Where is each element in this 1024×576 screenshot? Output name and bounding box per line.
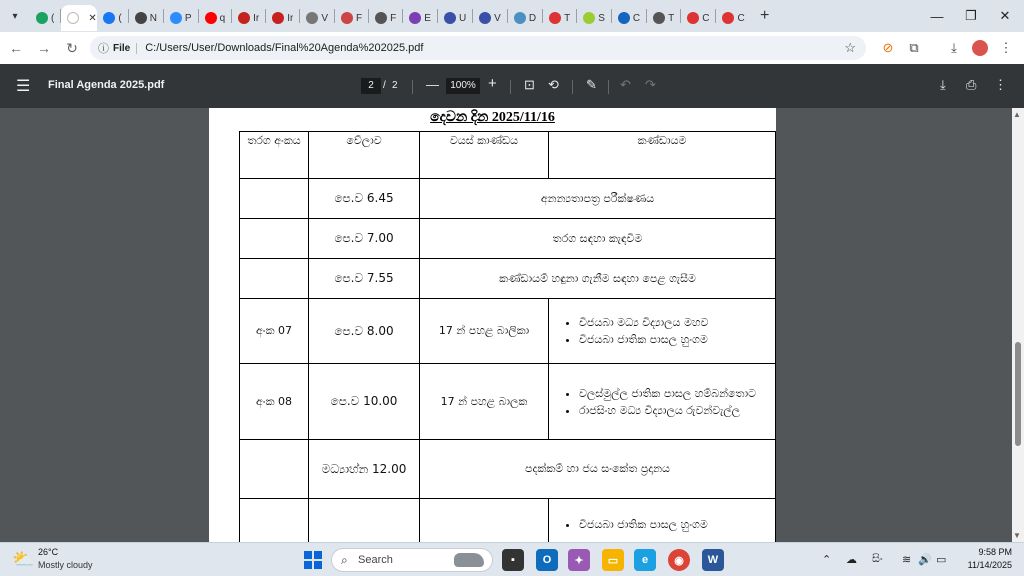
page-number-input[interactable]: 2 [361,78,381,94]
browser-tab[interactable] [300,5,334,31]
minimize-button[interactable]: — [930,8,944,24]
zoom-input[interactable]: 100% [446,78,480,94]
toolbar-divider [572,80,573,94]
tab-favicon-icon [67,12,79,24]
agenda-table [239,131,776,542]
wifi-icon[interactable]: ≋ [902,554,912,566]
toolbar-divider [412,80,413,94]
time-cell: පෙ.ව 7.00 [309,219,420,259]
tab-favicon-icon [135,12,147,24]
tab-title: T [564,12,571,24]
page-separator: / [383,80,386,91]
browser-tab[interactable] [473,5,507,31]
redo-icon[interactable]: ↷ [645,77,656,92]
chevron-down-icon: ▾ [12,10,18,22]
search-icon: ⌕ [341,553,348,567]
table-row [240,259,776,299]
browser-tab[interactable] [164,5,198,31]
back-button[interactable] [4,36,28,60]
match-number-cell: අංක 07 [240,299,309,364]
tab-favicon-icon [306,12,318,24]
task-view-icon[interactable]: ▪ [502,549,524,571]
browser-tab[interactable] [232,5,265,31]
fit-page-icon[interactable]: ⊡ [524,77,535,92]
age-group-cell [420,499,549,543]
table-row [240,364,776,440]
time-cell: පෙ.ව 7.55 [309,259,420,299]
browser-tab[interactable] [97,5,127,31]
browser-tab[interactable] [681,5,715,31]
annotate-pen-icon[interactable]: ✎ [586,77,597,92]
match-number-cell [240,219,309,259]
tab-strip [0,0,1024,32]
battery-icon[interactable]: ▭ [936,554,947,566]
browser-tab[interactable] [543,5,576,31]
weather-temperature[interactable]: 26°C [38,547,59,557]
downloads-icon[interactable]: ⤓ [951,40,957,55]
tab-favicon-icon [722,12,734,24]
input-language[interactable]: සිං [872,553,883,565]
tab-favicon-icon [687,12,699,24]
volume-icon[interactable]: 🔊 [918,554,932,566]
team-cell [549,499,776,543]
browser-tab[interactable] [369,5,402,31]
table-row [240,299,776,364]
event-cell: කණ්ඩායම් හඳුනා ගැනීම සඳහා පෙළ ගැසීම [420,259,776,299]
tab-title: q [219,12,226,24]
tab-title: D [528,12,537,24]
zoom-in-button[interactable]: + [488,75,497,92]
tab-title: V [494,12,501,24]
tab-title: Ir [253,12,260,24]
tab-title: T [668,12,675,24]
tab-favicon-icon [479,12,491,24]
time-cell [309,499,420,543]
tab-favicon-icon [375,12,387,24]
tab-favicon-icon [103,12,115,24]
tab-favicon-icon [549,12,561,24]
more-options-icon[interactable]: ⋮ [994,77,1007,92]
match-number-cell: අංක 08 [240,364,309,440]
tab-title: ( [51,12,55,24]
tab-search-button[interactable] [4,5,26,27]
browser-tab[interactable] [129,5,163,31]
tab-favicon-icon [444,12,456,24]
search-placeholder: Search [358,554,393,566]
header-time: වේලාව [309,132,420,179]
address-bar[interactable] [90,36,866,60]
header-match-number: තරග අංකය [240,132,309,179]
hamburger-menu-icon[interactable]: ☰ [16,78,31,95]
list-item: • විජයබා ජාතික පාසල හුංගම [579,517,771,532]
browser-tab[interactable] [403,5,437,31]
tab-title: ( [118,12,122,24]
document-heading: දෙවන දින 2025/11/16 [430,110,555,125]
header-team: කණ්ඩායම [549,132,776,179]
download-icon[interactable]: ⤓ [940,77,946,92]
match-number-cell [240,179,309,219]
toolbar-divider [510,80,511,94]
back-arrow-icon: ← [9,40,23,56]
windows-logo-icon [304,551,312,559]
edge-icon[interactable]: e [634,549,656,571]
tab-favicon-icon [583,12,595,24]
time-cell: පෙ.ව 10.00 [309,364,420,440]
tab-favicon-icon [238,12,250,24]
close-window-button[interactable]: ✕ [999,8,1011,23]
tab-title: S [598,12,605,24]
tab-favicon-icon [514,12,526,24]
tab-favicon-icon [272,12,284,24]
scheme-chip[interactable]: File [113,43,137,54]
tab-favicon-icon [653,12,665,24]
time-cell: මධ්‍යාහ්න 12.00 [309,440,420,499]
tab-title: P [184,12,192,24]
table-row [240,440,776,499]
print-icon[interactable]: ⎙ [966,77,977,92]
rotate-icon[interactable]: ⟲ [548,77,559,92]
event-cell: අනන්‍යතාපත්‍ර පරීක්ෂණය [420,179,776,219]
cloud-icon[interactable]: ☁ [846,554,857,566]
total-pages: 2 [392,80,398,91]
tab-title: F [390,12,397,24]
time-cell: පෙ.ව 6.45 [309,179,420,219]
forward-button[interactable] [32,36,56,60]
forward-arrow-icon: → [37,40,51,56]
reload-icon: ↻ [66,39,78,56]
maximize-button[interactable]: ❐ [965,8,977,23]
browser-tab[interactable] [61,5,97,31]
browser-tab[interactable] [612,5,646,31]
tab-favicon-icon [618,12,630,24]
word-icon[interactable]: W [702,549,724,571]
tab-favicon-icon [341,12,353,24]
clock-time[interactable]: 9:58 PM [978,547,1012,557]
list-item: • විජයබා ජාතික පාසල හුංගම [579,332,771,347]
list-item: • රාජසිංහ මධ්‍ය විද්‍යාලය රුවන්වැල්ල [579,403,771,418]
bookmark-star-icon[interactable]: ☆ [844,40,856,55]
event-cell: පදක්කම් හා ජය සංකේත ප්‍රදානය [420,440,776,499]
time-cell: පෙ.ව 8.00 [309,299,420,364]
weather-description[interactable]: Mostly cloudy [38,560,93,570]
list-item: • වලස්මුල්ල ජාතික පාසල හම්බන්තොට [579,386,771,401]
header-age-group: වයස් කාණ්ඩය [420,132,549,179]
taskbar-search[interactable] [331,548,493,572]
browser-tab[interactable] [577,5,611,31]
zoom-out-button[interactable]: — [426,77,439,92]
start-button[interactable] [304,551,322,569]
tab-title: C [632,12,641,24]
tab-title: Ir [287,12,294,24]
tab-title: C [737,12,745,24]
tab-favicon-icon [36,12,48,24]
extension-icon[interactable]: ⊘ [882,40,894,55]
team-list [579,315,771,347]
tab-title: F [356,12,363,24]
undo-icon[interactable]: ↶ [620,77,631,92]
pdf-toolbar [0,64,1024,108]
list-item: • විජයබා මධ්‍ය විද්‍යාලය මහව [579,315,771,330]
toolbar-divider [608,80,609,94]
scroll-down-arrow-icon[interactable]: ▼ [1013,531,1021,540]
age-group-cell: 17 න් පහළ බාලක [420,364,549,440]
copilot-icon[interactable]: ✦ [568,549,590,571]
outlook-icon[interactable]: O [536,549,558,571]
scroll-thumb[interactable] [1015,342,1021,446]
taskbar [0,542,1024,576]
match-number-cell [240,440,309,499]
chrome-icon[interactable]: ◉ [668,549,690,571]
browser-tab[interactable] [199,5,232,31]
browser-tab[interactable] [716,5,750,31]
profile-avatar[interactable] [968,36,992,60]
table-row [240,499,776,543]
table-row [240,219,776,259]
table-header-row [240,132,776,179]
tab-favicon-icon [409,12,421,24]
tab-favicon-icon [205,12,217,24]
tab-title: U [458,12,467,24]
clock-date[interactable]: 11/14/2025 [967,560,1012,570]
tab-title: E [424,12,431,24]
age-group-cell: 17 න් පහළ බාලිකා [420,299,549,364]
match-number-cell [240,499,309,543]
browser-menu-icon[interactable]: ⋮ [999,40,1013,55]
show-hidden-icons-icon[interactable]: ⌃ [822,554,832,566]
search-highlight-image [454,553,484,567]
match-number-cell [240,259,309,299]
event-cell: තරග සඳහා කැඳවීම [420,219,776,259]
team-list [579,517,771,532]
browser-tab[interactable] [266,5,299,31]
table-row [240,179,776,219]
tab-favicon-icon [170,12,182,24]
reload-button[interactable] [60,36,84,60]
pdf-title: Final Agenda 2025.pdf [48,79,165,91]
scroll-up-arrow-icon[interactable]: ▲ [1013,110,1021,119]
tab-title: V [321,12,329,24]
info-icon[interactable]: ⓘ [98,43,109,55]
close-tab-icon[interactable]: ✕ [88,12,97,24]
team-cell [549,299,776,364]
browser-tab[interactable] [438,5,472,31]
weather-cloud-sun-icon[interactable]: ⛅ [12,549,35,569]
team-list [579,386,771,418]
tab-title: C [702,12,710,24]
browser-tab[interactable] [508,5,542,31]
navigation-bar [0,32,1024,64]
file-explorer-icon[interactable]: ▭ [602,549,624,571]
browser-tab[interactable] [335,5,368,31]
pdf-page [209,108,776,542]
browser-tab[interactable] [30,5,60,31]
browser-tab[interactable] [647,5,680,31]
new-tab-button[interactable]: + [760,7,770,24]
tab-title: N [149,12,157,24]
url-text[interactable]: C:/Users/User/Downloads/Final%20Agenda%202025.pdf [145,42,424,54]
team-cell [549,364,776,440]
extensions-puzzle-icon[interactable]: ⧉ [909,40,919,55]
vertical-scrollbar[interactable] [1012,108,1024,542]
